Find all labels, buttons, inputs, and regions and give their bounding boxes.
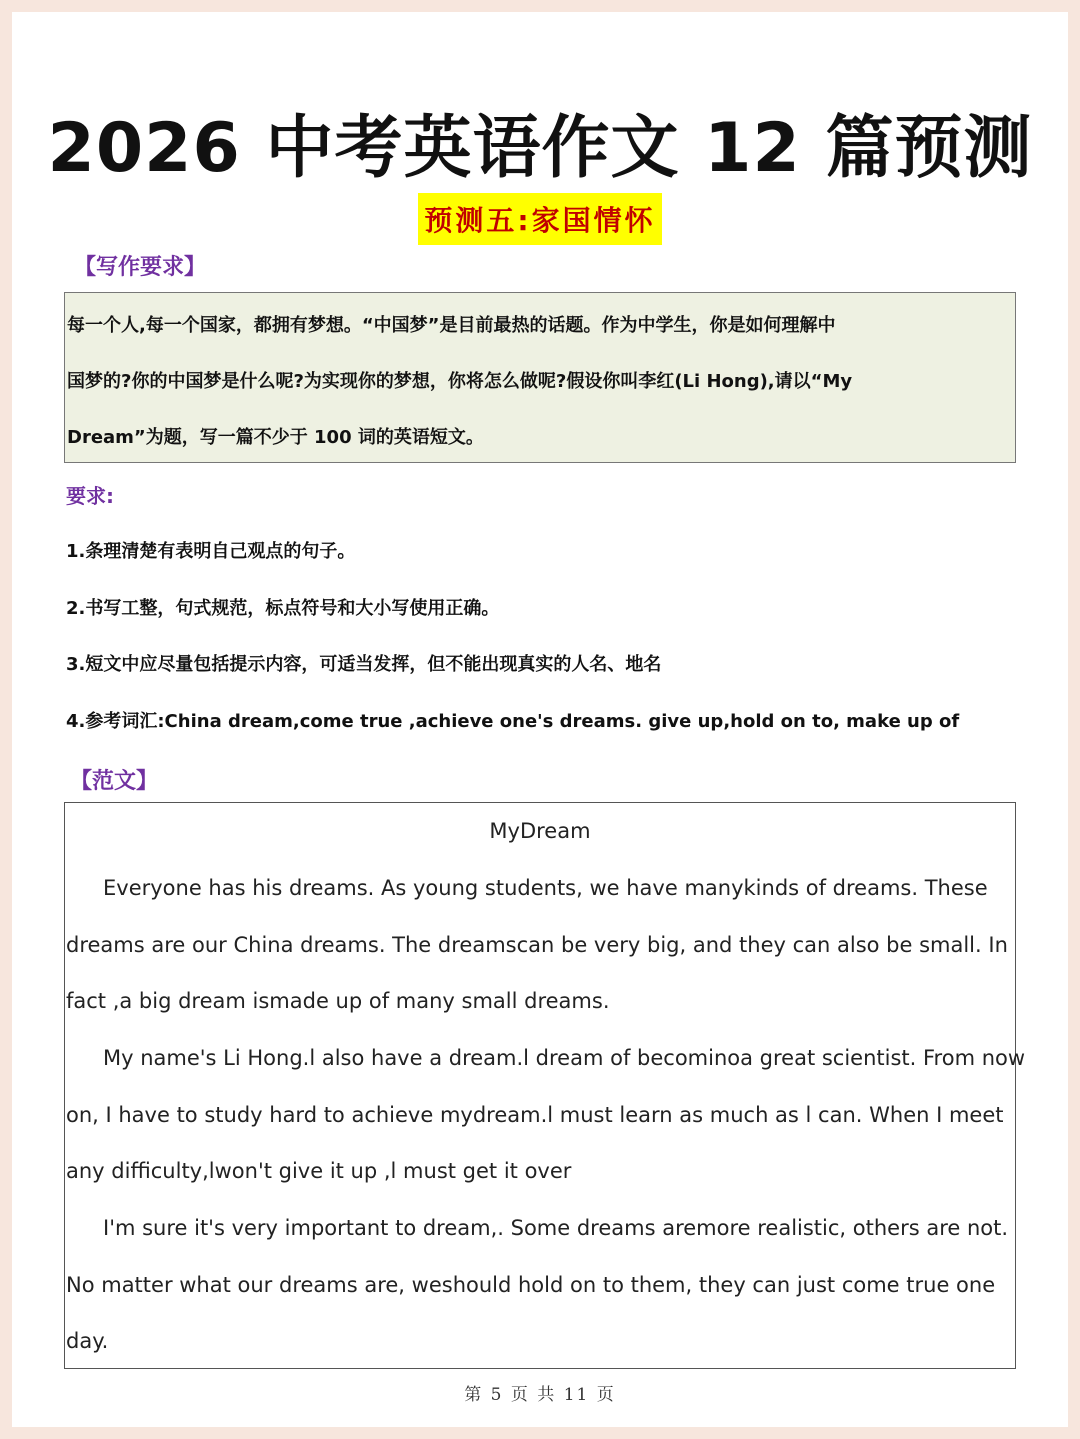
requirement-item: 4.参考词汇:China dream,come true ,achieve one's dreams. give up,hold on to, make up of (66, 711, 960, 732)
requirement-item: 1.条理清楚有表明自己观点的句子。 (66, 541, 356, 562)
sample-essay-box (64, 802, 1026, 1369)
prompt-line: Dream”为题，写一篇不少于 100 词的英语短文。 (67, 427, 484, 448)
page-title: 2026 中考英语作文 12 篇预测 (47, 109, 1033, 188)
essay-line: My name's Li Hong.l also have a dream.l dream of becominoa great scientist. From now (103, 1046, 1026, 1070)
essay-line: fact ,a big dream ismade up of many small dreams. (66, 989, 610, 1013)
document-page (12, 12, 1068, 1427)
essay-line: day. (66, 1329, 109, 1353)
page-number-footer: 第 5 页 共 11 页 (464, 1385, 616, 1405)
sample-label: 【范文】 (70, 769, 159, 794)
essay-line: I'm sure it's very important to dream,. Some dreams aremore realistic, others are not. (103, 1216, 1009, 1240)
essay-title: MyDream (489, 819, 591, 843)
subtitle-wrap (12, 193, 1068, 245)
essay-line: on, I have to study hard to achieve mydream.l must learn as much as l can. When I meet (66, 1103, 1004, 1127)
requirements-label: 要求: (66, 484, 114, 508)
subtitle-highlight: 预测五:家国情怀 (418, 193, 661, 245)
essay-line: No matter what our dreams are, weshould hold on to them, they can just come true one (66, 1273, 996, 1297)
prompt-box (64, 292, 1016, 463)
prompt-line: 国梦的?你的中国梦是什么呢?为实现你的梦想，你将怎么做呢?假设你叫李红(Li Hong),请以“My (67, 371, 853, 392)
essay-line: dreams are our China dreams. The dreamscan be very big, and they can also be small. In (66, 933, 1008, 957)
writing-requirement-label: 【写作要求】 (74, 255, 207, 280)
requirement-item: 3.短文中应尽量包括提示内容，可适当发挥，但不能出现真实的人名、地名 (66, 654, 662, 675)
requirement-item: 2.书写工整，句式规范，标点符号和大小写使用正确。 (66, 598, 500, 619)
prompt-line: 每一个人,每一个国家，都拥有梦想。“中国梦”是目前最热的话题。作为中学生，你是如何理解中 (67, 315, 836, 336)
essay-line: any difficulty,lwon't give it up ,l must get it over (66, 1159, 572, 1183)
essay-line: Everyone has his dreams. As young students, we have manykinds of dreams. These (103, 876, 988, 900)
